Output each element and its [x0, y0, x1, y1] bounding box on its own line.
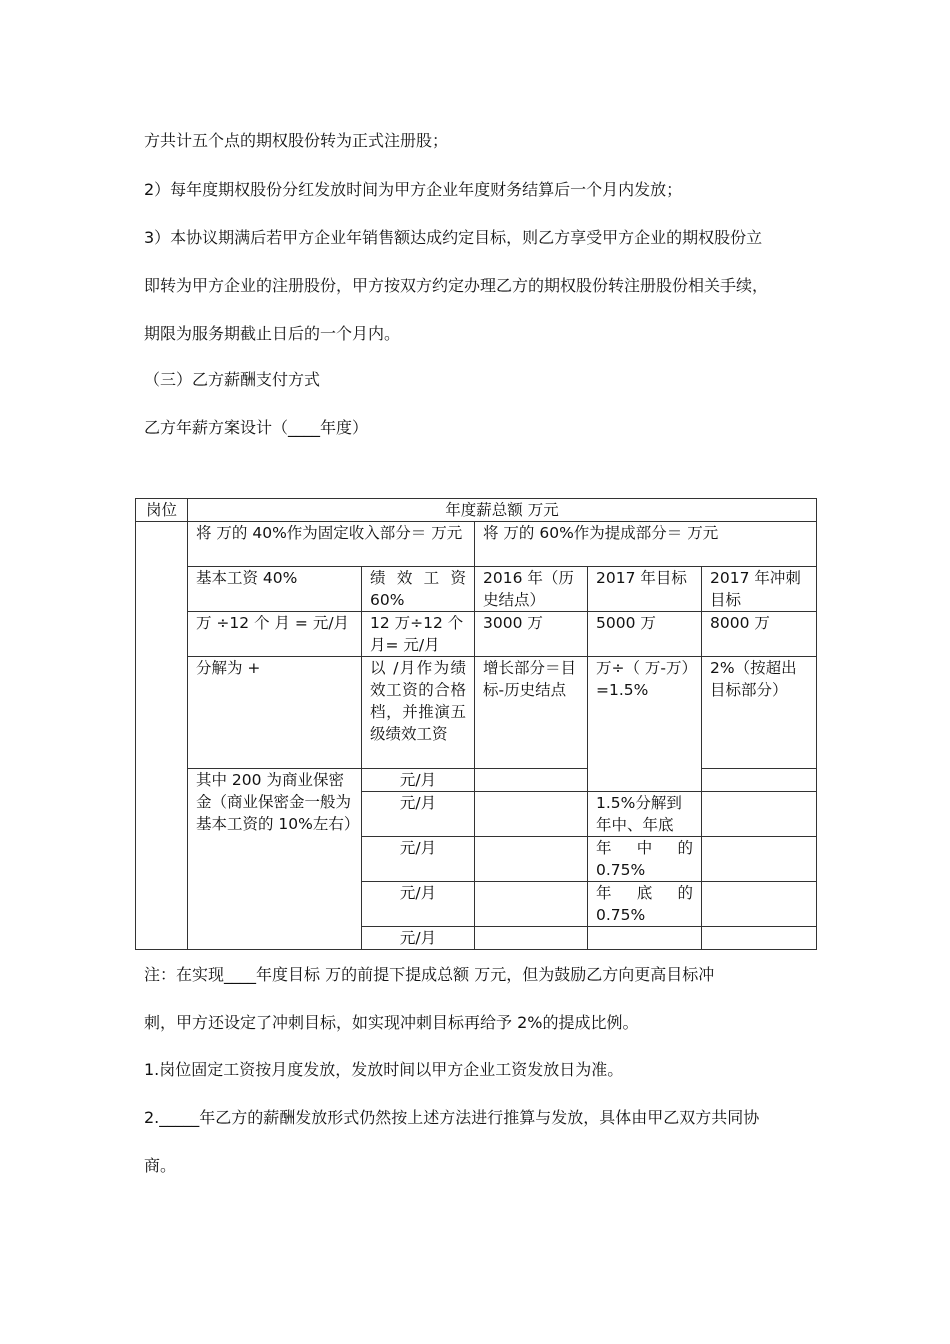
note-year-blank: ____ [224, 965, 257, 984]
note-1-text: 年度目标 万的前提下提成总额 万元，但为鼓励乙方向更高目标冲 [256, 965, 715, 984]
empty-cell [475, 769, 588, 792]
year-end-rate: 年 底 的 0.75% [588, 882, 702, 927]
paragraph-3: 3）本协议期满后若甲方企业年销售额达成约定目标，则乙方享受甲方企业的期权股份立 [144, 228, 763, 247]
fixed-income-part: 将 万的 40%作为固定收入部分＝ 万元 [188, 522, 475, 567]
empty-cell [702, 882, 817, 927]
empty-cell [588, 927, 702, 950]
monthly-amount-2: 元/月 [362, 792, 475, 837]
paragraph-2: 2）每年度期权股份分红发放时间为甲方企业年度财务结算后一个月内发放； [144, 180, 683, 199]
paragraph-5: 期限为服务期截止日后的一个月内。 [144, 324, 401, 343]
value-target-2017: 5000 万 [588, 612, 702, 657]
empty-cell [475, 927, 588, 950]
paragraph-4: 即转为甲方企业的注册股份，甲方按双方约定办理乙方的期权股份转注册股份相关手续， [144, 276, 769, 295]
salary-plan-title [144, 418, 368, 438]
value-2016: 3000 万 [475, 612, 588, 657]
performance-description: 以 /月作为绩效工资的合格档，并推演五级绩效工资 [362, 657, 475, 769]
paragraph-1: 方共计五个点的期权股份转为正式注册股； [144, 131, 449, 150]
commission-part: 将 万的 60%作为提成部分＝ 万元 [475, 522, 817, 567]
note-4-prefix: 2. [144, 1108, 160, 1127]
empty-cell [475, 837, 588, 882]
rate-calculation: 万÷（ 万-万）=1.5% [588, 657, 702, 792]
growth-part: 增长部分＝目标-历史结点 [475, 657, 588, 769]
note-4 [144, 1108, 759, 1128]
split-to-mid-end: 1.5%分解到年中、年底 [588, 792, 702, 837]
sprint-rate: 2%（按超出目标部分） [702, 657, 817, 769]
empty-cell [702, 769, 817, 792]
performance-salary-calc: 12 万÷12 个月= 元/月 [362, 612, 475, 657]
base-salary-calc: 万 ÷12 个 月 = 元/月 [188, 612, 362, 657]
empty-cell [475, 882, 588, 927]
value-sprint-2017: 8000 万 [702, 612, 817, 657]
salary-table [135, 498, 817, 950]
monthly-amount-1: 元/月 [362, 769, 475, 792]
performance-salary-header: 绩 效 工 资 60% [362, 567, 475, 612]
note-4-year-blank: _____ [159, 1108, 200, 1127]
empty-cell [702, 927, 817, 950]
base-salary-header: 基本工资 40% [188, 567, 362, 612]
empty-cell [702, 792, 817, 837]
monthly-amount-3: 元/月 [362, 837, 475, 882]
year-blank: ____ [288, 418, 321, 437]
year-2016-header: 2016 年（历史结点） [475, 567, 588, 612]
sprint-2017-header: 2017 年冲刺目标 [702, 567, 817, 612]
post-cell [136, 522, 188, 950]
note-2: 刺，甲方还设定了冲刺目标，如实现冲刺目标再给予 2%的提成比例。 [144, 1013, 639, 1032]
monthly-amount-5: 元/月 [362, 927, 475, 950]
note-1 [144, 965, 714, 985]
salary-plan-title-prefix: 乙方年薪方案设计（ [144, 418, 289, 437]
note-1-prefix: 注：在实现 [144, 965, 225, 984]
target-2017-header: 2017 年目标 [588, 567, 702, 612]
mid-year-rate: 年 中 的 0.75% [588, 837, 702, 882]
note-5: 商。 [144, 1156, 177, 1175]
salary-plan-title-suffix: 年度） [320, 418, 369, 437]
monthly-amount-4: 元/月 [362, 882, 475, 927]
header-post: 岗位 [136, 499, 188, 522]
confidentiality-fee: 其中 200 为商业保密金（商业保密金一般为基本工资的 10%左右） [188, 769, 362, 950]
section-heading: （三）乙方薪酬支付方式 [144, 370, 321, 389]
empty-cell [475, 792, 588, 837]
split-formula: 分解为 + [188, 657, 362, 769]
note-3: 1.岗位固定工资按月度发放，发放时间以甲方企业工资发放日为准。 [144, 1060, 624, 1079]
empty-cell [702, 837, 817, 882]
note-4-text: 年乙方的薪酬发放形式仍然按上述方法进行推算与发放，具体由甲乙双方共同协 [199, 1108, 760, 1127]
header-annual-total: 年度薪总额 万元 [188, 499, 817, 522]
